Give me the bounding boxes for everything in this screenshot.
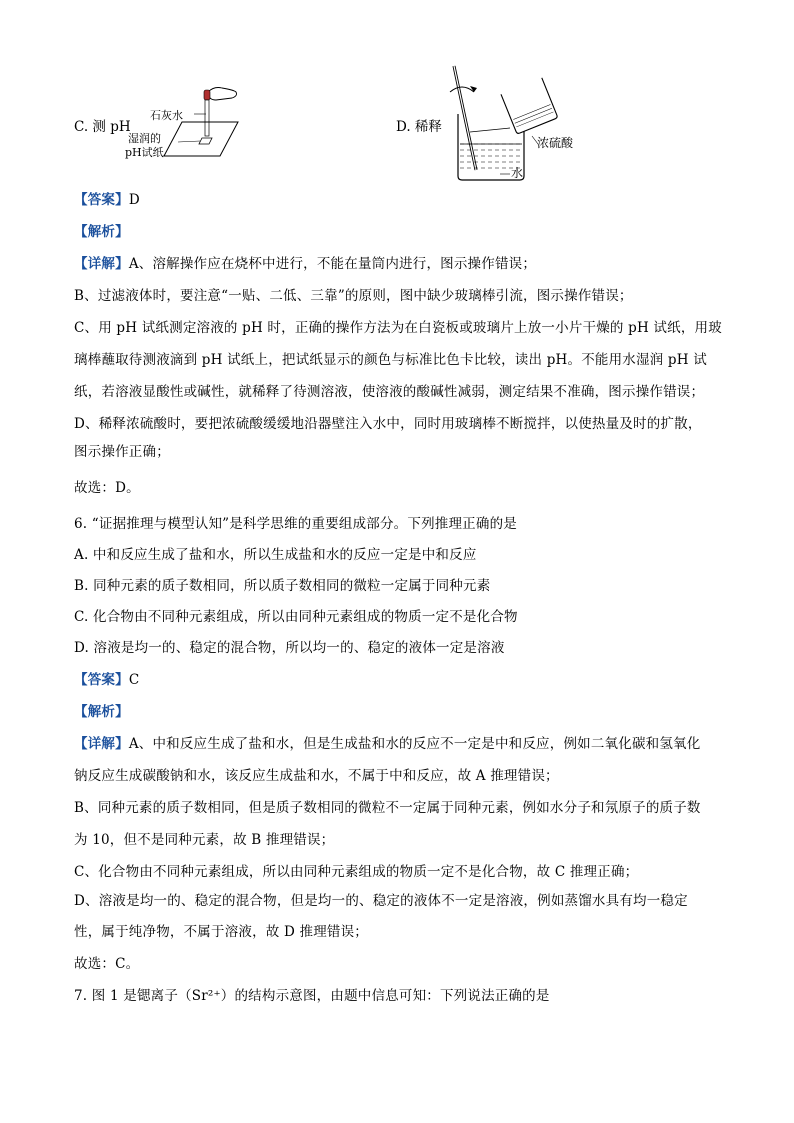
detail-text: A、中和反应生成了盐和水，但是生成盐和水的反应不一定是中和反应，例如二氧化碳和氢氧化 [128,736,701,752]
q5-line-6: D、稀释浓硫酸时，要把浓硫酸缓缓地沿器壁注入水中，同时用玻璃棒不断搅拌，以使热量及时的扩散， [74,416,702,432]
q6-stem: 6. “证据推理与模型认知”是科学思维的重要组成部分。下列推理正确的是 [74,516,517,532]
answer-tag: 【答案】 [74,672,129,688]
q5-line-4: 璃棒蘸取待测液滴到 pH 试纸上，把试纸显示的颜色与标准比色卡比较，读出 pH。不能用水湿润 pH 试 [74,352,707,368]
answer-value: C [128,672,140,688]
q6-line-3: B、同种元素的质子数相同，但是质子数相同的微粒不一定属于同种元素，例如水分子和氖原子的质子数 [74,800,701,816]
ph-paper-label-1: 湿润的 [128,132,161,145]
q5-line-7: 图示操作正确； [74,444,170,460]
answer-tag: 【答案】 [74,192,129,208]
stir-arrow-icon [450,87,474,92]
q6-line-2: 钠反应生成碳酸钠和水，该反应生成盐和水，不属于中和反应，故 A 推理错误； [74,768,559,784]
q6-answer [74,670,139,690]
q5-answer [74,190,140,210]
figure-d-label: D. 稀释 [396,119,442,135]
answer-value: D [128,192,140,208]
acid-beaker [501,78,558,134]
q6-line-6: D、溶液是均一的、稳定的混合物，但是均一的、稳定的液体不一定是溶液，例如蒸馏水具有均一稳定 [74,893,688,909]
q5-line-8: 故选：D。 [74,480,140,496]
q6-line-8: 故选：C。 [74,956,140,972]
q7-stem: 7. 图 1 是锶离子（Sr²⁺）的结构示意图，由题中信息可知：下列说法正确的是 [74,988,550,1004]
q6-option-c: C. 化合物由不同种元素组成，所以由同种元素组成的物质一定不是化合物 [74,609,518,625]
q6-analysis-tag: 【解析】 [74,704,129,720]
dropper-tube [205,100,209,136]
q6-line-1 [74,734,700,754]
ph-paper-label-2: pH试纸 [125,146,164,159]
detail-tag: 【详解】 [74,736,129,752]
detail-tag: 【详解】 [74,256,129,272]
q6-option-b: B. 同种元素的质子数相同，所以质子数相同的微粒一定属于同种元素 [74,578,491,594]
acid-label: 浓硫酸 [537,136,574,150]
q5-line-5: 纸，若溶液显酸性或碱性，就稀释了待测溶液，使溶液的酸碱性减弱，测定结果不准确，图示操作错误； [74,384,705,400]
water-label: 水 [511,166,524,180]
limewater-label: 石灰水 [150,109,183,122]
hand-icon [208,88,237,101]
q6-line-7: 性，属于纯净物，不属于溶液，故 D 推理错误； [74,924,369,940]
q5-line-3: C、用 pH 试纸测定溶液的 pH 时，正确的操作方法为在白瓷板或玻璃片上放一小片干燥的 pH 试纸，用玻 [74,320,722,336]
ph-paper [199,138,212,144]
q6-line-4: 为 10，但不是同种元素，故 B 推理错误； [74,832,335,848]
q6-option-a: A. 中和反应生成了盐和水，所以生成盐和水的反应一定是中和反应 [74,547,477,563]
detail-text: A、溶解操作应在烧杯中进行，不能在量筒内进行，图示操作错误； [128,256,537,272]
q6-line-5: C、化合物由不同种元素组成，所以由同种元素组成的物质一定不是化合物，故 C 推理正确； [74,864,639,880]
q6-option-d: D. 溶液是均一的、稳定的混合物，所以均一的、稳定的液体一定是溶液 [74,640,505,656]
q5-line-1 [74,254,536,274]
q5-line-2: B、过滤液体时，要注意“一贴、二低、三靠”的原则，图中缺少玻璃棒引流，图示操作错误； [74,288,633,304]
q5-analysis-tag: 【解析】 [74,224,129,240]
glass-plate [164,122,238,156]
figure-c-label: C. 测 pH [74,119,131,135]
dropper-bulb [204,90,210,100]
